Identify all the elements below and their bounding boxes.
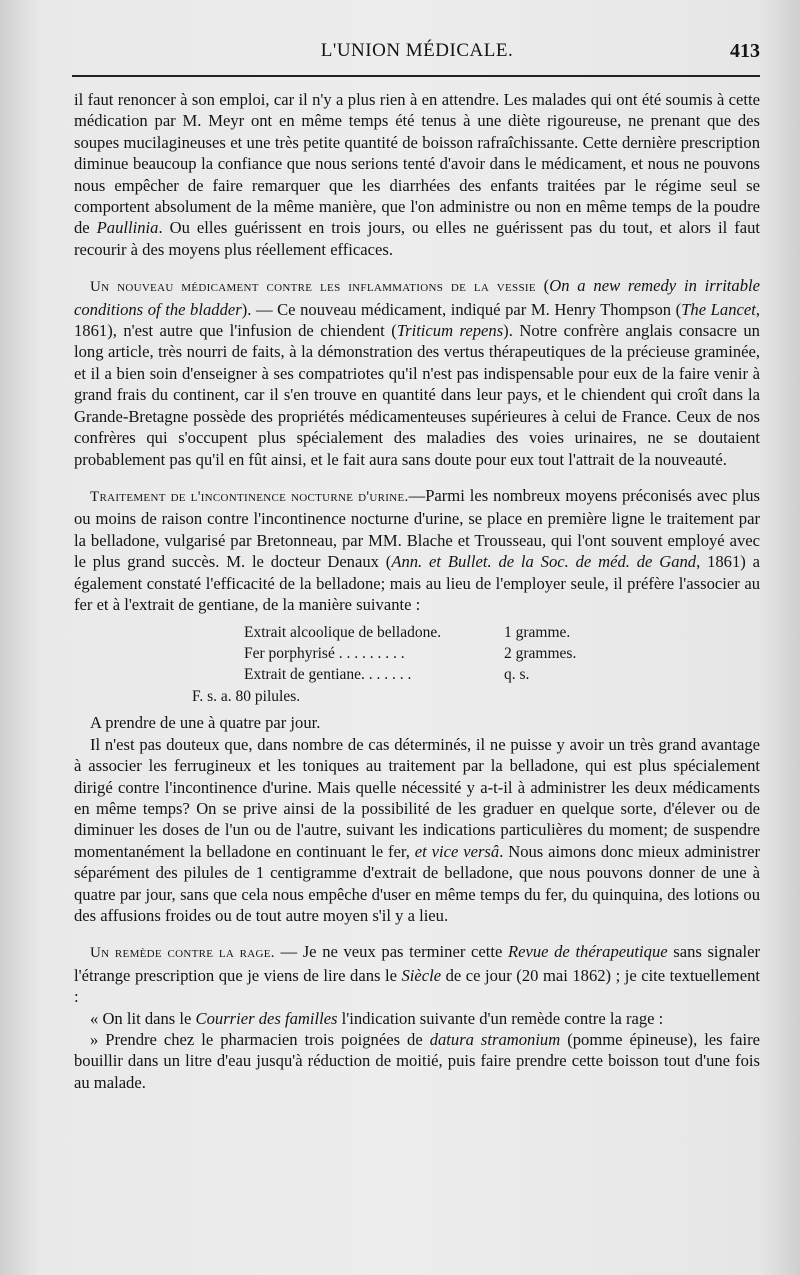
- italic-phrase: et vice versâ: [414, 841, 500, 861]
- paragraph-text: sans signaler l'étrange prescription que je viens de lire dans le: [74, 942, 760, 985]
- formula-ingredient: Extrait alcoolique de belladone.: [244, 624, 442, 642]
- paragraph-text: « On lit dans le: [90, 1008, 196, 1028]
- paragraph-text: —Parmi les nombreux moyens préconisés avec plus ou moins de raison contre l'incontinence nocturne d'urine, se place en première ligne le traitement par la belladone, vulgarisé par Bretonneau, par MM. Blache et Trousseau, qui l'ont souvent employé avec le plus grand succès. M. le docteur Denaux (: [74, 485, 760, 572]
- paragraph-text: Il n'est pas douteux que, dans nombre de cas déterminés, il ne puisse y avoir un très grand avantage à associer les ferrugineux et les toniques au traitement par la belladone, qui est plus spécialement dirigé contre l'incontinence d'urine. Mais quelle nécessité y a-t-il à administrer les deux médicaments en même temps? On se prive ainsi de la possibilité de les graduer en quelque sorte, d'élever ou de diminuer les doses de l'un ou de l'autre, suivant les indications particulières du moment; de suspendre momentanément la belladone en continuant le fer,: [74, 734, 760, 861]
- paragraph-text: — Je ne veux pas terminer cette: [274, 942, 508, 962]
- article-body: [74, 89, 760, 1093]
- prescription-formula: [74, 622, 760, 708]
- paragraph-text: ). Notre confrère anglais consacre un long article, très nourri de faits, à la démonstration des vertus thérapeutiques de la précieuse graminée, et il a bien soin d'enseigner à ses compatriotes qu'il n'est pas indispensable pour eux de la faire venir à grand frais du continent, car il s'en trouve en quantité dans leur pays, et le chiendent qui croît dans la Grande-Bretagne possède des propriétés médicamenteuses supérieures à celui de France. Ceux de nos confrères qui s'occupent plus spécialement des maladies des voies urinaires, ne se doutaient probablement pas qu'il en fût ainsi, et le fait aura sans doute pour eux tout l'attrait de la nouveauté.: [74, 321, 760, 469]
- paragraph-text: . Ou elles guérissent en trois jours, ou elles ne guérissent pas du tout, et alors il faut recourir à des moyens plus réellement efficaces.: [74, 218, 761, 259]
- formula-quantity: q. s.: [504, 666, 530, 684]
- paragraph-text: , 1861) a également constaté l'efficacité de la belladone; mais au lieu de l'employer seule, il préfère l'associer au fer et à l'extrait de gentiane, de la manière suivante :: [74, 552, 761, 614]
- quote-paragraph: [74, 1008, 760, 1029]
- plant-name: datura stramonium: [429, 1030, 561, 1050]
- section-heading: Un remède contre la rage.: [90, 945, 275, 962]
- source-title: The Lancet: [681, 299, 756, 319]
- formula-total: F. s. a. 80 pilules.: [192, 688, 301, 706]
- paragraph-text: ). — Ce nouveau médicament, indiqué par M. Henry Thompson (: [241, 299, 682, 319]
- section-rabies: [74, 941, 760, 1007]
- source-title: Ann. et Bullet. de la Soc. de méd. de Gand: [391, 552, 697, 572]
- dose-line: A prendre de une à quatre par jour.: [90, 713, 321, 733]
- species-name: Triticum repens: [396, 321, 504, 341]
- paragraph-paullinia: [74, 89, 760, 260]
- paragraph-text: , 1861), n'est autre que l'infusion de chiendent (: [74, 299, 760, 341]
- newspaper-title: Courrier des familles: [195, 1008, 338, 1028]
- formula-quantity: 1 gramme.: [504, 624, 571, 642]
- newspaper-title: Siècle: [401, 965, 442, 985]
- paragraph-text: » Prendre chez le pharmacien trois poignées de: [90, 1030, 430, 1050]
- english-title: On a new remedy in irritable conditions of the bladder: [74, 276, 760, 319]
- paragraph-text: l'indication suivante d'un remède contre la rage :: [337, 1008, 664, 1028]
- formula-ingredient: Extrait de gentiane. . . . . . .: [244, 666, 412, 684]
- paragraph-text: de ce jour (20 mai 1862) ; je cite textuellement :: [74, 965, 760, 1007]
- section-bladder: [74, 275, 760, 470]
- journal-title: Revue de thérapeutique: [507, 942, 668, 962]
- header-rule: [72, 75, 760, 77]
- formula-quantity: 2 grammes.: [504, 645, 577, 663]
- paragraph-text: (: [535, 276, 550, 296]
- paragraph-text: (pomme épineuse), les faire bouillir dans un litre d'eau jusqu'à réduction de moitié, puis faire prendre cette boisson tout d'une fois au malade.: [74, 1030, 761, 1092]
- paragraph-text: il faut renoncer à son emploi, car il n'y a plus rien à en attendre. Les malades qui ont été soumis à cette médication par M. Meyr ont en même temps été tenus à une diète rigoureuse, ne prenant que des soupes mucilagineuses et une très petite quantité de boisson rafraîchissante. Cette dernière prescription diminue beaucoup la confiance que nous serions tenté d'avoir dans le médicament, et nous ne pouvons nous empêcher de faire remarquer que les diarrhées des enfants traitées par le régime seul se comportent absolument de la même manière, que l'on administre ou non en même temps de la poudre de: [74, 90, 760, 238]
- formula-ingredient: Fer porphyrisé . . . . . . . . .: [244, 645, 405, 663]
- paragraph-commentary: [74, 734, 760, 927]
- section-incontinence: [74, 485, 760, 615]
- section-heading: Traitement de l'incontinence nocturne d'urine.: [90, 488, 409, 505]
- page-header: [72, 38, 762, 68]
- running-title: L'UNION MÉDICALE.: [320, 40, 514, 61]
- page-number: 413: [730, 40, 760, 62]
- paragraph-text: . Nous aimons donc mieux administrer séparément des pilules de 1 centigramme d'extrait de belladone, que nous pouvons donner de une à quatre par jour, sans que cela nous empêche d'user en même temps du fer, du quinquina, des lotions ou des affusions froides ou de tout autre moyen s'il y a lieu.: [74, 841, 760, 925]
- section-heading: Un nouveau médicament contre les inflammations de la vessie: [90, 279, 536, 296]
- quote-paragraph: [74, 1029, 760, 1093]
- italic-term: Paullinia: [96, 218, 159, 238]
